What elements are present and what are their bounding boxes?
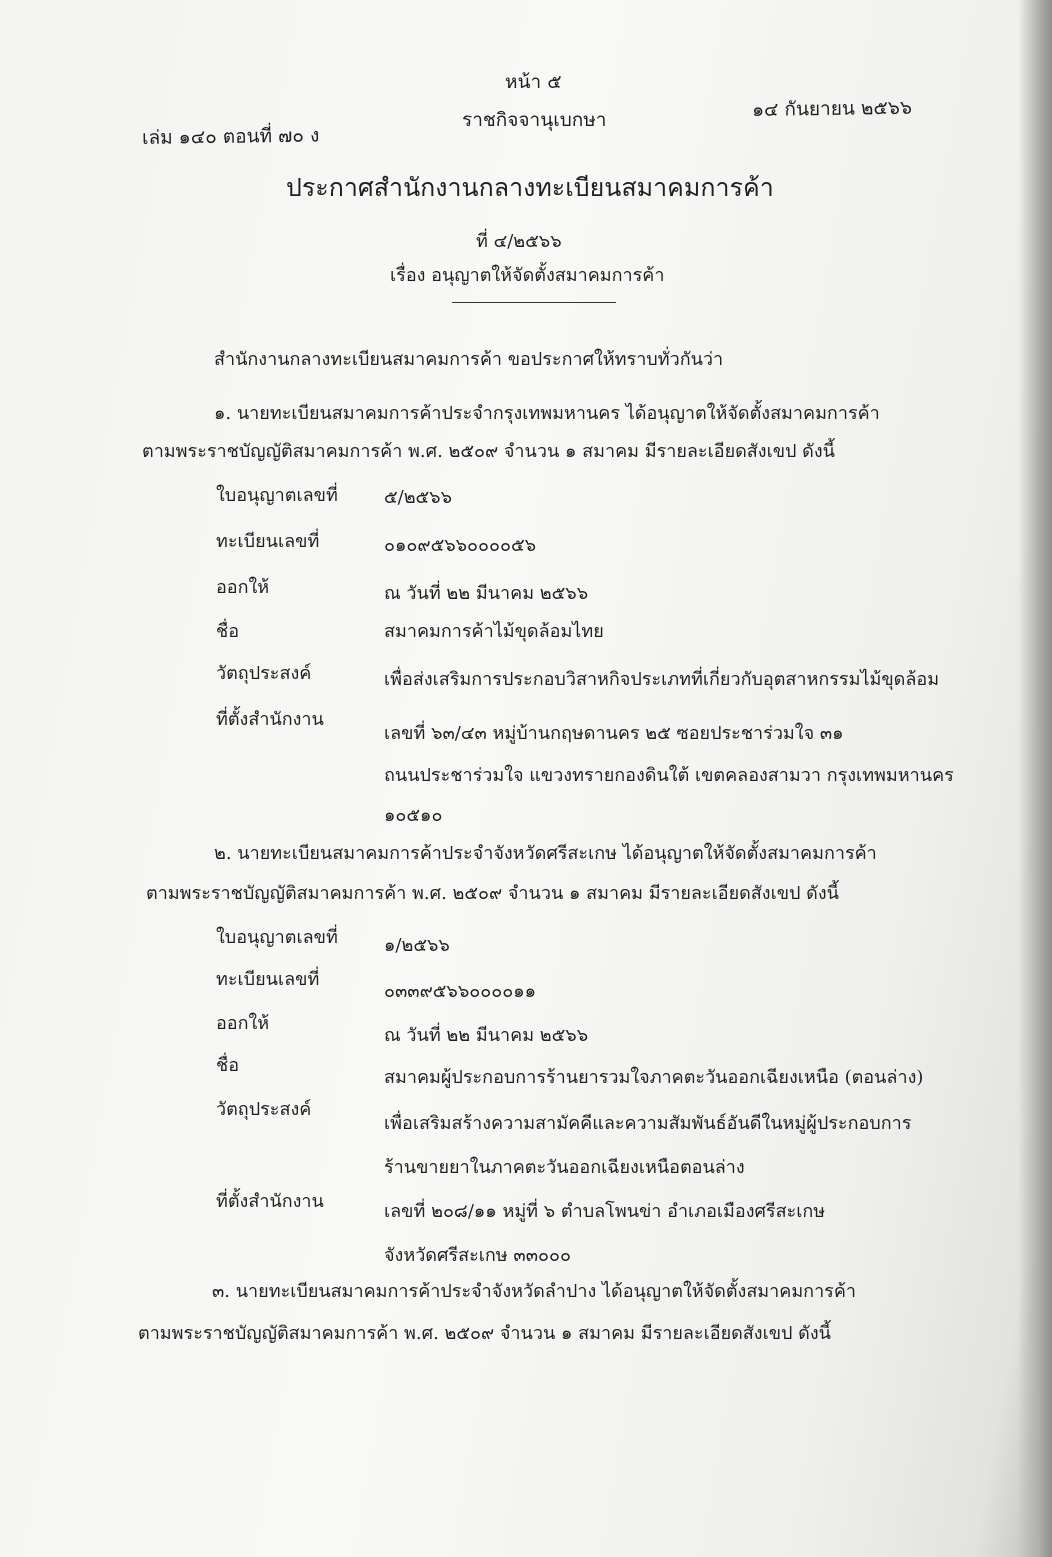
item-1-objective-label: วัตถุประสงค์ bbox=[216, 663, 312, 684]
publication-date: ๑๔ กันยายน ๒๕๖๖ bbox=[751, 96, 913, 121]
item-1-office-line-2: ถนนประชาร่วมใจ แขวงทรายกองดินใต้ เขตคลองสามวา กรุงเทพมหานคร bbox=[384, 765, 954, 786]
item-2-line-2: ตามพระราชบัญญัติสมาคมการค้า พ.ศ. ๒๕๐๙ จำนวน ๑ สมาคม มีรายละเอียดสังเขป ดังนี้ bbox=[146, 883, 839, 904]
item-3-line-1: ๓. นายทะเบียนสมาคมการค้าประจำจังหวัดลำปาง ได้อนุญาตให้จัดตั้งสมาคมการค้า bbox=[212, 1281, 857, 1302]
item-2-line-1: ๒. นายทะเบียนสมาคมการค้าประจำจังหวัดศรีสะเกษ ได้อนุญาตให้จัดตั้งสมาคมการค้า bbox=[214, 843, 877, 864]
item-2-objective-line-2: ร้านขายยาในภาคตะวันออกเฉียงเหนือตอนล่าง bbox=[384, 1157, 745, 1178]
item-2-office-line-1: เลขที่ ๒๐๘/๑๑ หมู่ที่ ๖ ตำบลโพนข่า อำเภอเมืองศรีสะเกษ bbox=[384, 1201, 826, 1222]
item-1-issued-label: ออกให้ bbox=[216, 577, 270, 598]
announcement-subject: เรื่อง อนุญาตให้จัดตั้งสมาคมการค้า bbox=[390, 265, 665, 286]
item-2-license-label: ใบอนุญาตเลขที่ bbox=[216, 927, 338, 948]
item-2-objective-line-1: เพื่อเสริมสร้างความสามัคคีและความสัมพันธ์อันดีในหมู่ผู้ประกอบการ bbox=[384, 1113, 912, 1134]
item-1-registration-value: ๐๑๐๙๕๖๖๐๐๐๐๕๖ bbox=[384, 535, 537, 556]
item-1-office-label: ที่ตั้งสำนักงาน bbox=[216, 709, 324, 730]
item-2-registration-label: ทะเบียนเลขที่ bbox=[216, 969, 320, 990]
item-1-line-1: ๑. นายทะเบียนสมาคมการค้าประจำกรุงเทพมหานคร ได้อนุญาตให้จัดตั้งสมาคมการค้า bbox=[214, 403, 880, 424]
page-number: หน้า ๕ bbox=[505, 71, 562, 93]
item-1-registration-label: ทะเบียนเลขที่ bbox=[216, 531, 320, 552]
volume-info: เล่ม ๑๔๐ ตอนที่ ๗๐ ง bbox=[141, 124, 320, 149]
item-1-name-label: ชื่อ bbox=[216, 621, 240, 642]
item-2-office-label: ที่ตั้งสำนักงาน bbox=[216, 1191, 324, 1212]
item-2-objective-label: วัตถุประสงค์ bbox=[216, 1099, 312, 1120]
publication-name: ราชกิจจานุเบกษา bbox=[462, 109, 607, 131]
item-2-issued-value: ณ วันที่ ๒๒ มีนาคม ๒๕๖๖ bbox=[384, 1025, 589, 1046]
item-2-office-line-2: จังหวัดศรีสะเกษ ๓๓๐๐๐ bbox=[384, 1245, 571, 1266]
item-1-line-2: ตามพระราชบัญญัติสมาคมการค้า พ.ศ. ๒๕๐๙ จำนวน ๑ สมาคม มีรายละเอียดสังเขป ดังนี้ bbox=[142, 441, 835, 462]
item-2-license-value: ๑/๒๕๖๖ bbox=[384, 935, 450, 956]
item-3-line-2: ตามพระราชบัญญัติสมาคมการค้า พ.ศ. ๒๕๐๙ จำนวน ๑ สมาคม มีรายละเอียดสังเขป ดังนี้ bbox=[138, 1323, 831, 1344]
item-1-office-line-1: เลขที่ ๖๓/๔๓ หมู่บ้านกฤษดานคร ๒๕ ซอยประชาร่วมใจ ๓๑ bbox=[384, 723, 844, 744]
item-1-issued-value: ณ วันที่ ๒๒ มีนาคม ๒๕๖๖ bbox=[384, 583, 589, 604]
announcement-number: ที่ ๔/๒๕๖๖ bbox=[476, 231, 562, 252]
item-1-objective-line-1: เพื่อส่งเสริมการประกอบวิสาหกิจประเภทที่เกี่ยวกับอุตสาหกรรมไม้ขุดล้อม bbox=[384, 669, 940, 690]
intro-paragraph: สำนักงานกลางทะเบียนสมาคมการค้า ขอประกาศให้ทราบทั่วกันว่า bbox=[214, 349, 724, 370]
page-edge-shadow bbox=[1018, 0, 1052, 1557]
item-2-name-label: ชื่อ bbox=[216, 1055, 240, 1076]
item-1-license-value: ๕/๒๕๖๖ bbox=[384, 487, 453, 508]
item-1-office-line-3: ๑๐๕๑๐ bbox=[384, 805, 443, 826]
item-2-name-value: สมาคมผู้ประกอบการร้านยารวมใจภาคตะวันออกเฉียงเหนือ (ตอนล่าง) bbox=[384, 1067, 924, 1088]
title-divider bbox=[452, 302, 616, 303]
announcement-title: ประกาศสำนักงานกลางทะเบียนสมาคมการค้า bbox=[286, 173, 774, 202]
item-2-issued-label: ออกให้ bbox=[216, 1013, 270, 1034]
item-2-registration-value: ๐๓๓๙๕๖๖๐๐๐๐๑๑ bbox=[384, 981, 537, 1002]
item-1-license-label: ใบอนุญาตเลขที่ bbox=[216, 485, 338, 506]
item-1-name-value: สมาคมการค้าไม้ขุดล้อมไทย bbox=[384, 621, 604, 642]
